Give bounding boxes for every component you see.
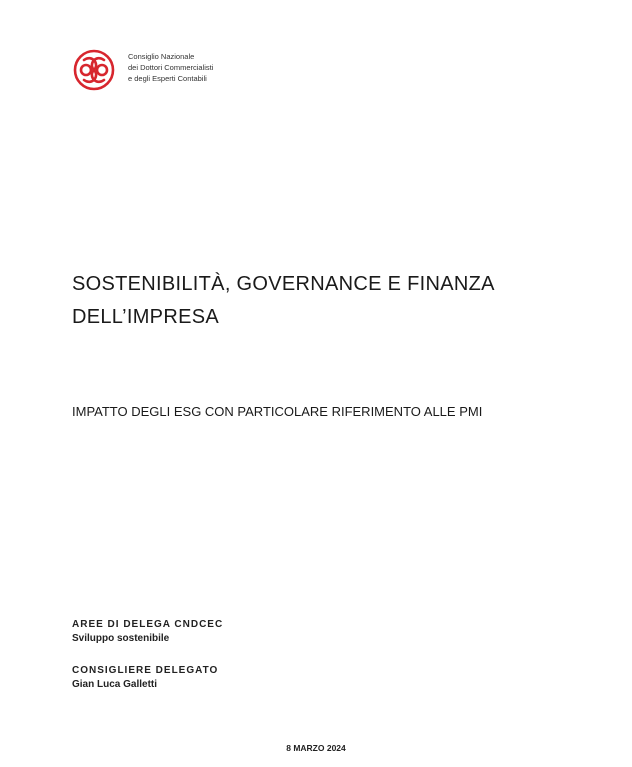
delega-section [72,618,223,646]
org-line-3: e degli Esperti Contabili [128,74,207,83]
document-title [72,268,572,334]
delega-value: Sviluppo sostenibile [72,633,170,644]
org-line-1: Consiglio Nazionale [128,52,195,61]
title-line-1: SOSTENIBILITÀ, GOVERNANCE E FINANZA [72,273,495,295]
document-date: 8 MARZO 2024 [286,743,346,753]
cndcec-knot-logo-icon [70,46,118,94]
organization-name [128,51,213,84]
document-subtitle: IMPATTO DEGLI ESG CON PARTICOLARE RIFERIMENTO ALLE PMI [72,404,483,419]
title-line-2: DELL’IMPRESA [72,306,219,328]
consigliere-section [72,664,218,692]
org-line-2: dei Dottori Commercialisti [128,63,214,72]
delega-label: AREE DI DELEGA CNDCEC [72,619,224,630]
consigliere-label: CONSIGLIERE DELEGATO [72,665,219,676]
consigliere-value: Gian Luca Galletti [72,679,158,690]
